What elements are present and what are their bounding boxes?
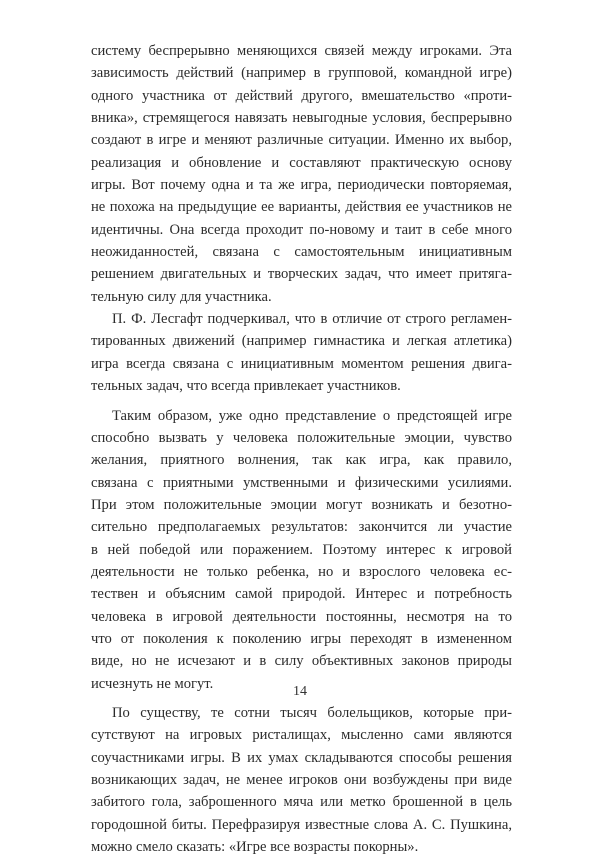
- text-line: в ней победой или поражением. Поэтому интерес к игровой: [91, 541, 512, 558]
- text-line: идентичны. Она всегда проходит по-новому и таит в себе много: [91, 221, 512, 238]
- text-line: связана с приятными умственными и физическими усилиями.: [91, 474, 512, 491]
- text-line: По существу, те сотни тысяч болельщиков, которые при-: [112, 704, 512, 721]
- text-line: городошной биты. Перефразируя известные слова А. С. Пушкина,: [91, 816, 512, 833]
- text-line: вника», стремящегося навязать невыгодные условия, беспрерывно: [91, 110, 512, 127]
- paragraph-3: [91, 405, 512, 695]
- text-line: деятельности не только ребенка, но и взрослого человека ес-: [91, 563, 512, 580]
- text-line: тельную силу для участника.: [91, 288, 272, 305]
- text-line: При этом положительные эмоции могут возникать и безотно-: [91, 496, 512, 513]
- text-line: решением двигательных и творческих задач, что имеет притяга-: [91, 266, 512, 283]
- text-line: можно смело сказать: «Игре все возрасты покорны».: [91, 839, 419, 856]
- text-line: одного участника от действий другого, вмешательство «проти-: [91, 87, 512, 104]
- text-line: системy беспрерывно меняющихся связей между игроками. Эта: [91, 43, 512, 59]
- text-line: сутствуют на игровых ристалищах, мысленно сами являются: [91, 727, 512, 744]
- body-text: [91, 40, 512, 858]
- text-line: человека в игровой деятельности постоянны, несмотря на то: [91, 608, 512, 625]
- text-line: П. Ф. Лесгафт подчеркивал, что в отличие от строго регламен-: [112, 311, 512, 328]
- paragraph-2: [91, 308, 512, 397]
- text-line: тествен и объясним самой природой. Интерес и потребность: [91, 586, 512, 603]
- text-line: реализация и обновление и составляют практическую основу: [91, 154, 512, 171]
- paragraph-4: [91, 702, 512, 858]
- text-line: тированных движений (например гимнастика и легкая атлетика): [91, 333, 512, 350]
- text-line: желания, приятного волнения, так как игра, как правило,: [91, 452, 512, 469]
- text-line: забитого гола, заброшенного мяча или метко брошенной в цель: [91, 794, 512, 811]
- text-line: что от поколения к поколению игры переходят в измененном: [91, 630, 512, 647]
- text-line: исчезнуть не могут.: [91, 675, 214, 692]
- text-line: соучастниками игры. В их умах складываются способы решения: [91, 749, 512, 766]
- text-line: зависимость действий (например в групповой, командной игре): [91, 65, 512, 82]
- text-line: неожиданностей, связана с самостоятельным инициативным: [91, 244, 512, 261]
- text-line: тельных задач, что всегда привлекает участников.: [91, 378, 401, 395]
- text-line: виде, но не исчезают и в силу объективных законов природы: [91, 653, 512, 670]
- text-line: игры. Вот почему одна и та же игра, периодически повторяемая,: [91, 177, 512, 194]
- text-line: игра всегда связана с инициативным моментом решения двига-: [91, 355, 512, 372]
- paragraph-1: [91, 40, 512, 308]
- text-line: способно вызвать у человека положительные эмоции, чувство: [91, 429, 512, 446]
- text-line: создают в игре и меняют различные ситуации. Именно их выбор,: [91, 132, 512, 149]
- text-line: сительно предполагаемых результатов: закончится ли участие: [91, 519, 512, 536]
- text-line: возникающих задач, не менее игроков они возбуждены при виде: [91, 772, 512, 788]
- text-line: Таким образом, уже одно представление о предстоящей игре: [112, 407, 512, 424]
- page-number: 14: [293, 684, 307, 699]
- text-line: не похожа на предыдущие ее варианты, действия ее участников не: [91, 199, 512, 216]
